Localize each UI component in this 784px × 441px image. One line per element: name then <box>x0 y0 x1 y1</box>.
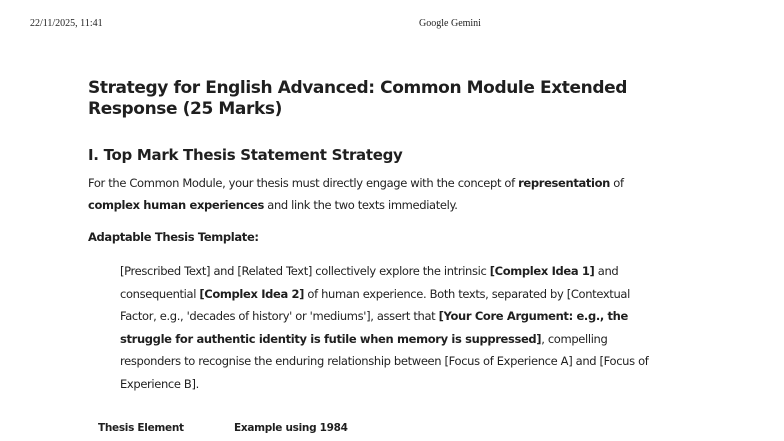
intro-bold-representation: representation <box>518 176 610 190</box>
section-heading-thesis: I. Top Mark Thesis Statement Strategy <box>88 146 403 164</box>
document-title: Strategy for English Advanced: Common Module Extended Response (25 Marks) <box>88 78 628 119</box>
thesis-template-block <box>120 260 660 395</box>
print-header <box>0 18 784 34</box>
template-label: Adaptable Thesis Template: <box>88 230 259 244</box>
intro-text-3: and link the two texts immediately. <box>263 198 458 212</box>
template-text-2: and consequential <box>120 264 619 301</box>
document-content <box>88 78 678 395</box>
intro-bold-experiences: complex human experiences <box>88 198 264 212</box>
intro-text-2: of <box>610 176 624 190</box>
print-site-title: Google Gemini <box>419 18 481 29</box>
intro-text-1: For the Common Module, your thesis must directly engage with the concept of <box>88 176 519 190</box>
table-header-example: Example using 1984 <box>234 422 348 434</box>
template-text-1: [Prescribed Text] and [Related Text] collectively explore the intrinsic <box>120 264 490 278</box>
template-text-4: , compelling responders to recognise the enduring relationship between [Focus of Experience A] and [Focus of Experience B]. <box>120 331 649 391</box>
template-text-3: of human experience. Both texts, separated by [Contextual Factor, e.g., 'decades of history' or 'mediums'], assert that <box>120 286 630 323</box>
template-bold-idea-2: [Complex Idea 2] <box>199 286 305 301</box>
print-date: 22/11/2025, 11:41 <box>30 18 103 29</box>
table-header-thesis-element: Thesis Element <box>98 422 184 434</box>
section-intro-paragraph <box>88 172 678 216</box>
template-bold-idea-1: [Complex Idea 1] <box>489 264 595 278</box>
template-bold-core-argument: [Your Core Argument: e.g., the struggle for authentic identity is futile when memory is suppressed] <box>120 309 628 346</box>
